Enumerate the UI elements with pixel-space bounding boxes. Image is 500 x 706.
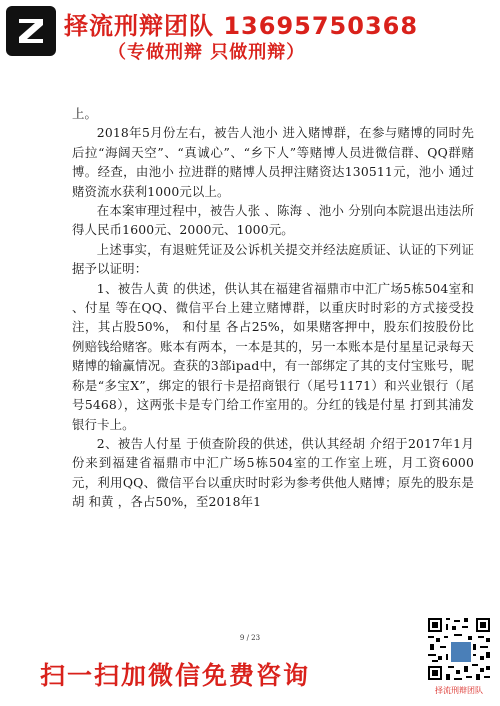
document-body [72,104,474,512]
page-number: 9 / 23 [239,634,261,642]
qr-label: 择流刑辩团队 [435,686,483,695]
paragraph: 1、被告人黄 的供述，供认其在福建省福鼎市中汇广场5栋504室和 、付星 等在QQ、微信平台上建立赌博群，以重庆时时彩的方式接受投注，其占股50%， 和付星 各占25%，如果赌客押中，股东们按股份比例赔钱给赌客。账本有两本，一本是其的，另一本账本是付星星记录每天赌博的输赢情况。查获的3部ipad中，有一部绑定了其的支付宝账号，昵称是“多宝X”，绑定的银行卡是招商银行（尾号1171）和兴业银行（尾号5468），这两张卡是专门给工作室用的。分红的钱是付星 打到其浦发银行卡上。 [72,280,474,432]
paragraph: 在本案审理过程中，被告人张 、陈海 、池小 分别向本院退出违法所得人民币1600元、2000元、1000元。 [72,203,474,238]
paragraph: 上。 [72,106,98,121]
header-title: 择流刑辩团队 13695750368 [64,12,419,40]
paragraph: 上述事实，有退赃凭证及公诉机关提交并经法庭质证、认证的下列证据予以证明： [72,241,474,277]
z-logo-icon [11,11,51,51]
header-subtitle: （专做刑辩 只做刑辩） [108,42,306,63]
footer-cta: 扫一扫加微信免费咨询 [40,661,311,690]
paragraph: 2、被告人付星 于侦查阶段的供述，供认其经胡 介绍于2017年1月份来到福建省福鼎市中汇广场5栋504室的工作室上班，月工资6000元，利用QQ、微信平台以重庆时时彩为参考供他人赌博；原先的股东是胡 和黄 ，各占50%，至2018年1 [72,435,474,510]
brand-logo [6,6,56,56]
qr-avatar [449,640,473,664]
paragraph: 2018年5月份左右，被告人池小 进入赌博群，在参与赌博的同时先后拉“海阔天空”、“真诚心”、“乡下人”等赌博人员进微信群、QQ群赌博。经查，由池小 拉进群的赌博人员押注赌资达130511元，池小 通过赌资流水获利1000元以上。 [72,125,474,199]
